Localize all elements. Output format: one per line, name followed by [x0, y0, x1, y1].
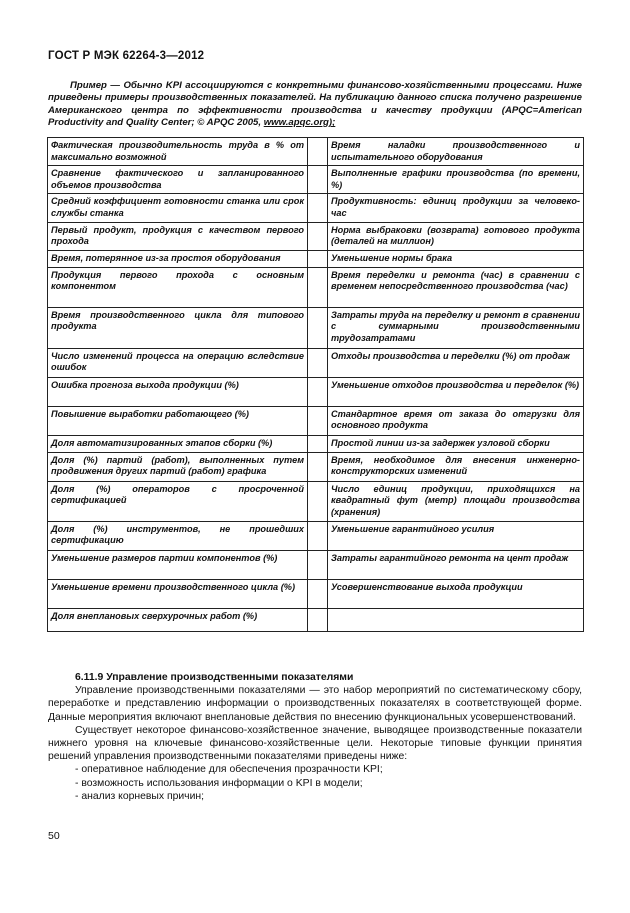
- kpi-right-cell: Время, необходимое для внесения инженерно-конструкторских изменений: [328, 452, 584, 481]
- apqc-link[interactable]: www.apqc.org);: [263, 117, 336, 129]
- table-row: [48, 452, 584, 481]
- kpi-right-cell: Отходы производства и переделки (%) от продаж: [328, 348, 584, 377]
- kpi-right-cell: Время переделки и ремонта (час) в сравнении с временем непосредственного производства (час): [328, 267, 584, 307]
- table-row: [48, 194, 584, 222]
- kpi-left-cell: Фактическая производительность труда в % от максимально возможной: [48, 138, 308, 166]
- kpi-left-cell: Доля (%) операторов с просроченной сертификацией: [48, 481, 308, 521]
- kpi-left-cell: Уменьшение времени производственного цикла (%): [48, 579, 308, 608]
- kpi-right-cell: Уменьшение нормы брака: [328, 250, 584, 267]
- table-row: [48, 550, 584, 579]
- kpi-left-cell: Уменьшение размеров партии компонентов (%): [48, 550, 308, 579]
- kpi-right-cell: Затраты гарантийного ремонта на цент продаж: [328, 550, 584, 579]
- spacer-cell: [308, 452, 328, 481]
- table-row: [48, 222, 584, 250]
- spacer-cell: [308, 348, 328, 377]
- kpi-right-cell: Число единиц продукции, приходящихся на квадратный фут (метр) площади производства (хранения): [328, 481, 584, 521]
- kpi-left-cell: Сравнение фактического и запланированного объемов производства: [48, 166, 308, 194]
- spacer-cell: [308, 521, 328, 550]
- list-item: - оперативное наблюдение для обеспечения прозрачности KPI;: [75, 764, 383, 776]
- kpi-right-cell: [328, 608, 584, 631]
- table-row: [48, 481, 584, 521]
- spacer-cell: [308, 579, 328, 608]
- kpi-left-cell: Доля (%) инструментов, не прошедших сертификацию: [48, 521, 308, 550]
- table-row: [48, 166, 584, 194]
- table-row: [48, 250, 584, 267]
- kpi-table-body: [48, 138, 584, 632]
- kpi-left-cell: Повышение выработки работающего (%): [48, 406, 308, 435]
- kpi-left-cell: Первый продукт, продукция с качеством первого прохода: [48, 222, 308, 250]
- spacer-cell: [308, 194, 328, 222]
- table-row: [48, 348, 584, 377]
- kpi-left-cell: Продукция первого прохода с основным компонентом: [48, 267, 308, 307]
- table-row: [48, 608, 584, 631]
- spacer-cell: [308, 307, 328, 348]
- table-row: [48, 377, 584, 406]
- spacer-cell: [308, 550, 328, 579]
- section-paragraph-2: Существует некоторое финансово-хозяйственное значение, выводящее производственные показатели нижнего уровня на ключевые финансово-хозяйственные цели. Некоторые типовые функции принятия решений управления производственными показателями приведены ниже:: [48, 724, 582, 763]
- kpi-right-cell: Уменьшение гарантийного усилия: [328, 521, 584, 550]
- table-row: [48, 435, 584, 452]
- decision-functions-list: [48, 763, 582, 803]
- kpi-left-cell: Средний коэффициент готовности станка или срок службы станка: [48, 194, 308, 222]
- example-text: Пример — Обычно KPI ассоциируются с конкретными финансово-хозяйственными процессами. Ниже приведены примеры производственных показателей. На публикацию данного списка получено разрешение Американского центра по эффективности производства и качеству продукции (APQC=American Productivity and Quality Center; © APQC 2005,: [48, 80, 582, 129]
- spacer-cell: [308, 435, 328, 452]
- kpi-right-cell: Норма выбраковки (возврата) готового продукта (деталей на миллион): [328, 222, 584, 250]
- kpi-right-cell: Продуктивность: единиц продукции за человеко-час: [328, 194, 584, 222]
- document-header: ГОСТ Р МЭК 62264-3—2012: [48, 50, 205, 62]
- kpi-right-cell: Уменьшение отходов производства и переделок (%): [328, 377, 584, 406]
- kpi-right-cell: Затраты труда на переделку и ремонт в сравнении с суммарными производственными трудозатратами: [328, 307, 584, 348]
- table-row: [48, 521, 584, 550]
- spacer-cell: [308, 222, 328, 250]
- table-row: [48, 138, 584, 166]
- section-heading: 6.11.9 Управление производственными показателями: [75, 672, 354, 683]
- spacer-cell: [308, 138, 328, 166]
- kpi-left-cell: Ошибка прогноза выхода продукции (%): [48, 377, 308, 406]
- list-item: - возможность использования информации о KPI в модели;: [75, 777, 363, 789]
- kpi-table: [47, 137, 584, 632]
- table-row: [48, 307, 584, 348]
- spacer-cell: [308, 377, 328, 406]
- spacer-cell: [308, 608, 328, 631]
- spacer-cell: [308, 166, 328, 194]
- section-paragraph-1: Управление производственными показателями — это набор мероприятий по систематическому сбору, переработке и представлению информации о производственных показателях в соответствующей форме. Данные мероприятия включают внеплановые действия по внесению функциональных усовершенствований.: [48, 685, 582, 723]
- kpi-right-cell: Выполненные графики производства (по времени, %): [328, 166, 584, 194]
- spacer-cell: [308, 250, 328, 267]
- example-note: [48, 80, 582, 130]
- kpi-left-cell: Доля автоматизированных этапов сборки (%): [48, 435, 308, 452]
- kpi-left-cell: Время производственного цикла для типового продукта: [48, 307, 308, 348]
- table-row: [48, 579, 584, 608]
- table-row: [48, 267, 584, 307]
- kpi-right-cell: Усовершенствование выхода продукции: [328, 579, 584, 608]
- list-item: - анализ корневых причин;: [75, 790, 205, 802]
- section-6-11-9: [48, 671, 582, 803]
- kpi-left-cell: Число изменений процесса на операцию вследствие ошибок: [48, 348, 308, 377]
- spacer-cell: [308, 481, 328, 521]
- spacer-cell: [308, 267, 328, 307]
- page-number: 50: [48, 830, 60, 842]
- kpi-right-cell: Простой линии из-за задержек узловой сборки: [328, 435, 584, 452]
- table-row: [48, 406, 584, 435]
- kpi-right-cell: Стандартное время от заказа до отгрузки для основного продукта: [328, 406, 584, 435]
- spacer-cell: [308, 406, 328, 435]
- kpi-left-cell: Доля (%) партий (работ), выполненных путем продвижения других партий (работ) графика: [48, 452, 308, 481]
- kpi-left-cell: Доля внеплановых сверхурочных работ (%): [48, 608, 308, 631]
- kpi-left-cell: Время, потерянное из-за простоя оборудования: [48, 250, 308, 267]
- kpi-right-cell: Время наладки производственного и испытательного оборудования: [328, 138, 584, 166]
